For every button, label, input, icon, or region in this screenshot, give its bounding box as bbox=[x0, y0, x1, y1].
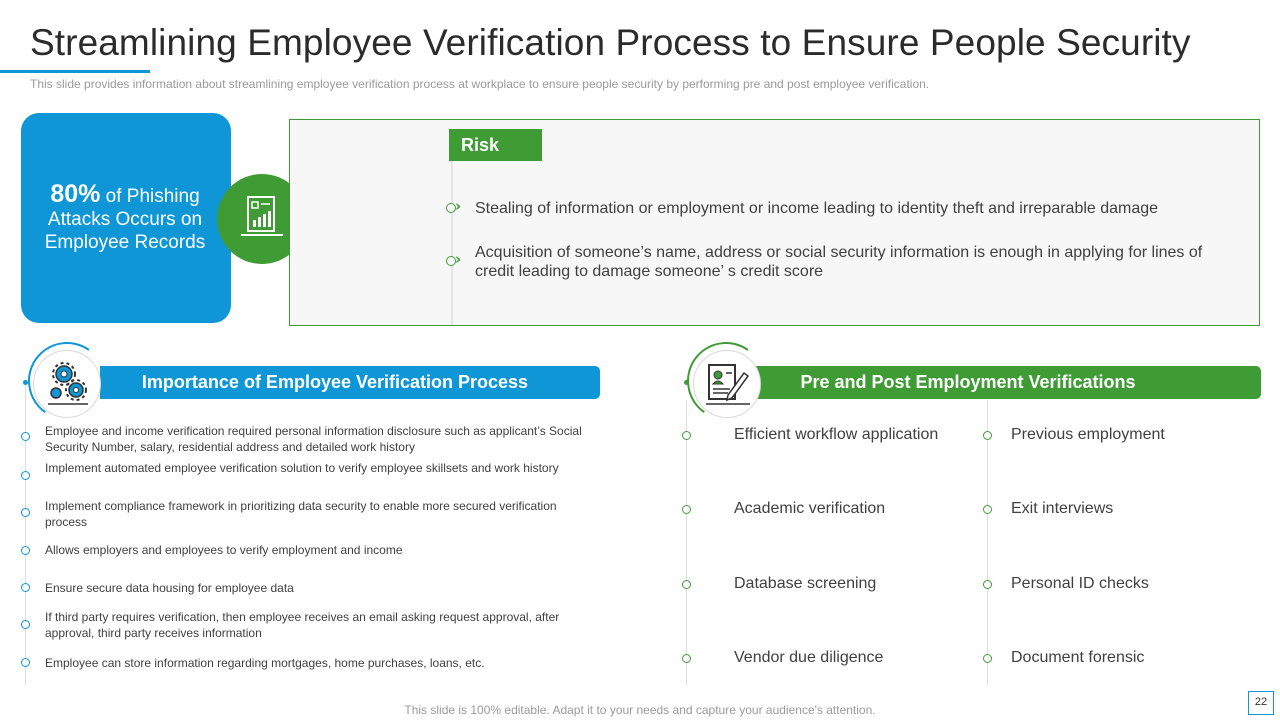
slide-title: Streamlining Employee Verification Process to Ensure People Security bbox=[30, 22, 1191, 63]
importance-timeline bbox=[25, 385, 26, 685]
importance-item: Employee and income verification required personal information disclosure such as applicant’s Social Security Number, salary, residential address and detailed work history bbox=[45, 424, 582, 454]
employment-item-left: Database screening bbox=[734, 575, 877, 592]
slide-subtitle: This slide provides information about streamlining employee verification process at workplace to ensure people security by performing pre and post employee verification. bbox=[30, 77, 930, 91]
importance-item: Allows employers and employees to verify employment and income bbox=[45, 543, 403, 557]
employment-timeline-right bbox=[987, 400, 988, 685]
employment-bullet-icon bbox=[682, 431, 691, 440]
employment-item-right: Exit interviews bbox=[1011, 500, 1114, 517]
stat-description: of Phishing Attacks Occurs on Employee Records bbox=[44, 186, 206, 253]
risk-bullet-icon: › bbox=[446, 255, 466, 267]
importance-bullet-icon bbox=[21, 620, 30, 629]
report-document-icon bbox=[238, 194, 286, 242]
importance-item: Implement automated employee verification solution to verify employee skillsets and work history bbox=[45, 461, 559, 475]
employment-bullet-icon bbox=[682, 580, 691, 589]
employment-timeline-left bbox=[686, 400, 687, 685]
slide-footer: This slide is 100% editable. Adapt it to your needs and capture your audience's attention. bbox=[404, 703, 876, 717]
importance-header: Importance of Employee Verification Process bbox=[100, 366, 600, 399]
employment-bullet-icon bbox=[983, 431, 992, 440]
employment-bullet-icon bbox=[682, 654, 691, 663]
risk-tag: Risk bbox=[449, 129, 542, 161]
importance-bullet-icon bbox=[21, 658, 30, 667]
employment-bullet-icon bbox=[682, 505, 691, 514]
importance-bullet-icon bbox=[21, 471, 30, 480]
stat-text bbox=[30, 180, 220, 254]
employment-item-left: Efficient workflow application bbox=[734, 426, 939, 443]
employment-item-left: Academic verification bbox=[734, 500, 886, 517]
importance-item: If third party requires verification, then employee receives an email asking request approval, after approval, third party receives information bbox=[45, 610, 560, 640]
risk-panel bbox=[289, 119, 1260, 326]
importance-bullet-icon bbox=[21, 432, 30, 441]
importance-icon-circle bbox=[33, 350, 101, 418]
gears-icon bbox=[42, 357, 94, 409]
importance-bullet-icon bbox=[21, 546, 30, 555]
employment-icon-circle bbox=[693, 350, 761, 418]
employment-bullet-icon bbox=[983, 654, 992, 663]
risk-item: Acquisition of someone’s name, address or social security information is enough in applying for lines of credit leading to damage someone’ s credit score bbox=[475, 244, 1203, 280]
risk-divider bbox=[451, 160, 453, 325]
employment-item-right: Previous employment bbox=[1011, 426, 1165, 443]
employment-bullet-icon bbox=[983, 505, 992, 514]
risk-item: Stealing of information or employment or income leading to identity theft and irreparable damage bbox=[475, 200, 1159, 217]
stat-value: 80% bbox=[50, 180, 101, 208]
title-underline bbox=[0, 70, 150, 73]
importance-item: Ensure secure data housing for employee data bbox=[45, 581, 294, 595]
importance-item: Employee can store information regarding mortgages, home purchases, loans, etc. bbox=[45, 656, 485, 670]
employment-item-right: Document forensic bbox=[1011, 649, 1145, 666]
importance-item: Implement compliance framework in prioritizing data security to enable more secured verification process bbox=[45, 499, 557, 529]
employment-bullet-icon bbox=[983, 580, 992, 589]
risk-bullet-icon: › bbox=[446, 202, 466, 214]
employment-header: Pre and Post Employment Verifications bbox=[755, 366, 1261, 399]
page-number: 22 bbox=[1248, 691, 1274, 715]
importance-bullet-icon bbox=[21, 583, 30, 592]
employment-item-right: Personal ID checks bbox=[1011, 575, 1149, 592]
importance-bullet-icon bbox=[21, 508, 30, 517]
document-pen-icon bbox=[704, 359, 752, 407]
employment-item-left: Vendor due diligence bbox=[734, 649, 884, 666]
